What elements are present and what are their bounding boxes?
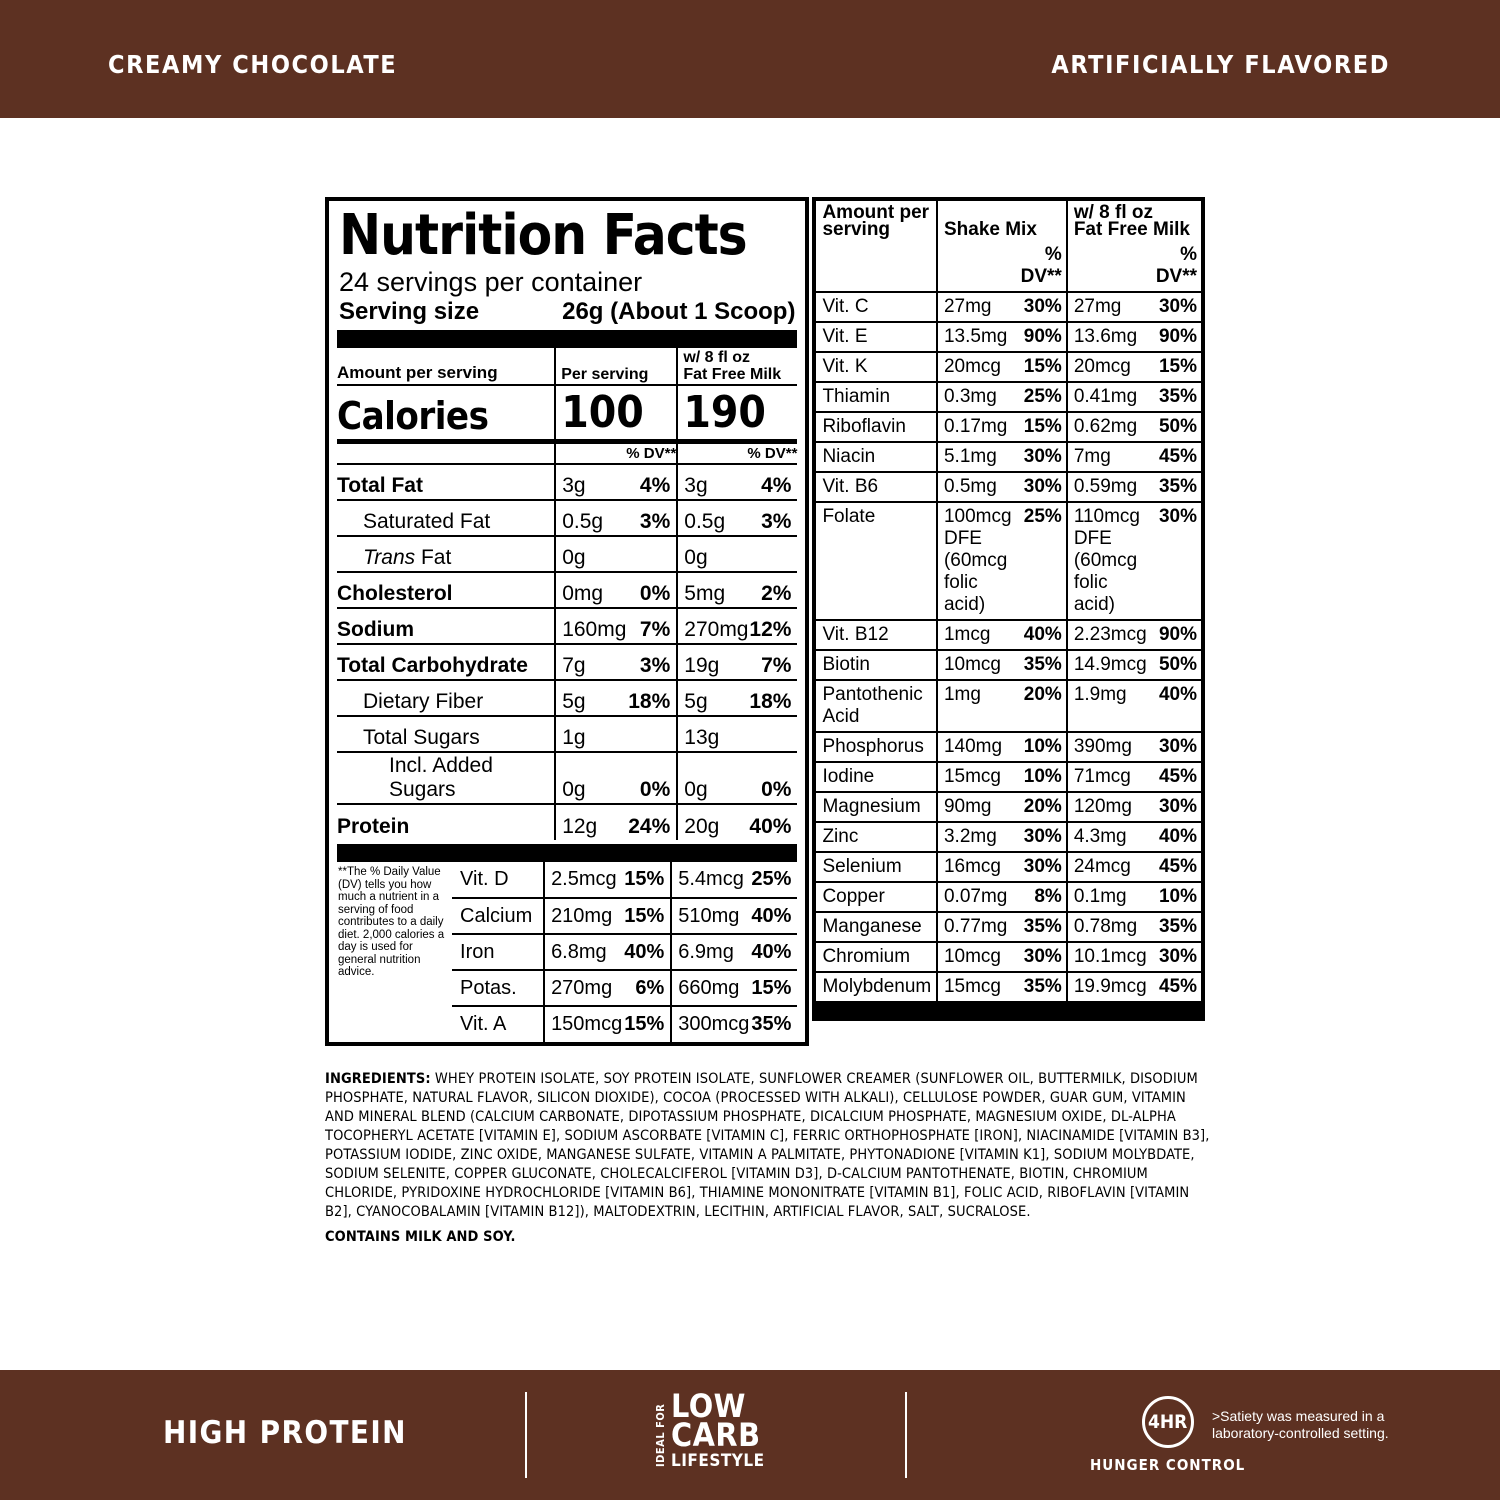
vitamin-amount-with-milk: 19.9mcg bbox=[1067, 972, 1152, 1001]
nutrient-dv-per-serving bbox=[627, 716, 677, 752]
nutrient-amount-with-milk: 270mg bbox=[677, 608, 749, 644]
lifestyle-label: LIFESTYLE bbox=[671, 1451, 765, 1471]
nutrient-dv-per-serving: 0% bbox=[627, 572, 677, 608]
nutrient-amount-with-milk: 20g bbox=[677, 804, 749, 840]
shake-mix-header: Shake Mix bbox=[943, 219, 1037, 240]
vitamin-mineral-name: Vit. K bbox=[816, 352, 937, 382]
dv-header-row bbox=[337, 442, 797, 464]
vitamin-dv-with-milk: 35% bbox=[1151, 472, 1201, 502]
lower-vitamin-row bbox=[337, 862, 797, 898]
satiety-footnote: >Satiety was measured in a laboratory-controlled setting. bbox=[1212, 1408, 1389, 1441]
right-with-milk-line1: w/ 8 fl oz bbox=[1073, 202, 1153, 223]
vitamin-amount-shake-mix: 20mcg bbox=[937, 352, 1016, 382]
low-carb-badge bbox=[654, 1387, 765, 1478]
vitamin-amount-with-milk: 0.62mg bbox=[1067, 412, 1152, 442]
vitamin-dv-shake-mix: 30% bbox=[1016, 852, 1066, 882]
lower-vitamin-dv-per-serving: 40% bbox=[623, 934, 671, 970]
nutrient-dv-with-milk: 2% bbox=[749, 572, 797, 608]
vitamin-amount-shake-mix: 10mcg bbox=[937, 942, 1016, 972]
contains-statement: CONTAINS MILK AND SOY. bbox=[325, 1229, 516, 1245]
vitamin-mineral-row bbox=[816, 352, 1201, 382]
artificially-flavored-label: ARTIFICIALLY FLAVORED bbox=[1051, 50, 1390, 79]
vitamin-amount-with-milk: 390mg bbox=[1067, 732, 1152, 762]
ideal-for-label: IDEAL FOR bbox=[654, 1403, 667, 1467]
lower-vitamin-name: Calcium bbox=[452, 898, 544, 934]
nutrient-dv-with-milk bbox=[749, 536, 797, 572]
vitamin-dv-shake-mix: 40% bbox=[1016, 620, 1066, 650]
nutrient-amount-with-milk: 0.5g bbox=[677, 500, 749, 536]
vitamin-amount-shake-mix: 3.2mg bbox=[937, 822, 1016, 852]
vitamin-mineral-row bbox=[816, 502, 1201, 620]
nutrient-amount-with-milk: 5g bbox=[677, 680, 749, 716]
vitamin-dv-with-milk: 90% bbox=[1151, 322, 1201, 352]
vitamin-mineral-name: Thiamin bbox=[816, 382, 937, 412]
nutrient-dv-with-milk: 0% bbox=[749, 752, 797, 804]
nutrient-dv-with-milk: 4% bbox=[749, 464, 797, 500]
nutrient-dv-with-milk: 12% bbox=[749, 608, 797, 644]
right-bottom-bar bbox=[816, 1001, 1201, 1017]
nutrient-name: Incl. Added Sugars bbox=[337, 752, 555, 804]
vitamin-amount-shake-mix: 0.3mg bbox=[937, 382, 1016, 412]
lower-vitamin-amount-with-milk: 510mg bbox=[671, 898, 750, 934]
nutrient-row bbox=[337, 752, 797, 804]
nutrient-name: Total Fat bbox=[337, 464, 555, 500]
lower-vitamin-dv-per-serving: 15% bbox=[623, 1006, 671, 1042]
vitamin-dv-with-milk: 30% bbox=[1151, 942, 1201, 972]
lower-vitamin-amount-per-serving: 210mg bbox=[544, 898, 623, 934]
vitamin-amount-with-milk: 1.9mg bbox=[1067, 680, 1152, 732]
vitamin-dv-shake-mix: 20% bbox=[1016, 680, 1066, 732]
vitamin-amount-with-milk: 4.3mg bbox=[1067, 822, 1152, 852]
vitamin-mineral-row bbox=[816, 382, 1201, 412]
vitamin-amount-with-milk: 10.1mcg bbox=[1067, 942, 1152, 972]
right-dv-header-2: % DV** bbox=[1155, 244, 1197, 287]
vitamin-amount-with-milk: 0.59mg bbox=[1067, 472, 1152, 502]
vitamin-mineral-row bbox=[816, 972, 1201, 1001]
vitamin-dv-with-milk: 30% bbox=[1151, 732, 1201, 762]
nutrient-dv-per-serving: 24% bbox=[627, 804, 677, 840]
vitamin-mineral-row bbox=[816, 882, 1201, 912]
lower-vitamin-amount-with-milk: 660mg bbox=[671, 970, 750, 1006]
vitamin-mineral-name: Riboflavin bbox=[816, 412, 937, 442]
nutrient-amount-per-serving: 0mg bbox=[555, 572, 627, 608]
ingredients-text: WHEY PROTEIN ISOLATE, SOY PROTEIN ISOLATE, SUNFLOWER CREAMER (SUNFLOWER OIL, BUTTERMILK, DISODIUM PHOSPHATE, NATURAL FLAVOR, SILICON DIOXIDE), COCOA (PROCESSED WITH ALKALI), CELLULOSE POWDER, GUAR GUM, VITAMIN AND MINERAL BLEND (CALCIUM CARBONATE, DIPOTASSIUM PHOSPHATE, DICALCIUM PHOSPHATE, MAGNESIUM OXIDE, DL-ALPHA TOCOPHERYL ACETATE [VITAMIN E], SODIUM ASCORBATE [VITAMIN C], FERRIC ORTHOPHOSPHATE [IRON], NIACINAMIDE [VITAMIN B3], POTASSIUM IODIDE, ZINC OXIDE, MANGANESE SULFATE, VITAMIN A PALMITATE, PHYTONADIONE [VITAMIN K1], SODIUM MOLYBDATE, SODIUM SELENITE, COPPER GLUCONATE, CHOLECALCIFEROL [VITAMIN D3], D-CALCIUM PANTOTHENATE, BIOTIN, CHROMIUM CHLORIDE, PYRIDOXINE HYDROCHLORIDE [VITAMIN B6], THIAMINE MONONITRATE [VITAMIN B1], FOLIC ACID, RIBOFLAVIN [VITAMIN B2], CYANOCOBALAMIN [VITAMIN B12]), MALTODEXTRIN, LECITHIN, ARTIFICIAL FLAVOR, SALT, SUCRALOSE. bbox=[325, 1071, 1210, 1220]
nutrient-dv-with-milk: 40% bbox=[749, 804, 797, 840]
ingredients-block bbox=[325, 1070, 1215, 1247]
nutrient-dv-per-serving: 18% bbox=[627, 680, 677, 716]
lower-vitamin-dv-with-milk: 15% bbox=[750, 970, 797, 1006]
lower-vitamin-name: Iron bbox=[452, 934, 544, 970]
vitamin-amount-shake-mix: 15mcg bbox=[937, 762, 1016, 792]
lower-vitamin-dv-with-milk: 40% bbox=[750, 898, 797, 934]
vitamin-mineral-name: Pantothenic Acid bbox=[816, 680, 937, 732]
bottom-banner bbox=[0, 1370, 1500, 1500]
vitamin-mineral-row bbox=[816, 732, 1201, 762]
vitamin-mineral-row bbox=[816, 322, 1201, 352]
nutrient-amount-with-milk: 0g bbox=[677, 752, 749, 804]
vitamin-mineral-row bbox=[816, 852, 1201, 882]
vitamin-amount-with-milk: 0.78mg bbox=[1067, 912, 1152, 942]
vitamin-dv-shake-mix: 30% bbox=[1016, 442, 1066, 472]
lower-vitamin-name: Potas. bbox=[452, 970, 544, 1006]
vitamin-dv-with-milk: 10% bbox=[1151, 882, 1201, 912]
calories-label: Calories bbox=[337, 394, 489, 438]
vitamin-mineral-row bbox=[816, 822, 1201, 852]
vitamin-mineral-name: Niacin bbox=[816, 442, 937, 472]
vitamin-amount-shake-mix: 10mcg bbox=[937, 650, 1016, 680]
carb-label: CARB bbox=[671, 1416, 761, 1454]
vitamin-amount-with-milk: 110mcg DFE (60mcg folic acid) bbox=[1067, 502, 1152, 620]
right-dv-header-1: % DV** bbox=[1020, 244, 1062, 287]
nutrient-dv-per-serving: 4% bbox=[627, 464, 677, 500]
per-serving-header: Per serving bbox=[561, 366, 649, 383]
vitamin-mineral-name: Vit. B12 bbox=[816, 620, 937, 650]
vitamin-dv-with-milk: 40% bbox=[1151, 822, 1201, 852]
vitamin-amount-shake-mix: 5.1mg bbox=[937, 442, 1016, 472]
amount-per-serving-label: Amount per serving bbox=[337, 363, 498, 382]
vitamin-mineral-row bbox=[816, 472, 1201, 502]
vitamin-amount-with-milk: 24mcg bbox=[1067, 852, 1152, 882]
nutrient-dv-with-milk: 7% bbox=[749, 644, 797, 680]
vitamin-amount-with-milk: 7mg bbox=[1067, 442, 1152, 472]
vitamin-mineral-name: Manganese bbox=[816, 912, 937, 942]
servings-per-container: 24 servings per container bbox=[339, 267, 643, 297]
serving-size-row bbox=[339, 298, 795, 326]
nutrient-row bbox=[337, 644, 797, 680]
nutrient-dv-per-serving: 7% bbox=[627, 608, 677, 644]
vitamin-dv-shake-mix: 10% bbox=[1016, 762, 1066, 792]
vitamin-dv-shake-mix: 15% bbox=[1016, 352, 1066, 382]
nutrient-dv-with-milk: 3% bbox=[749, 500, 797, 536]
nutrient-dv-with-milk bbox=[749, 716, 797, 752]
nutrient-amount-per-serving: 0g bbox=[555, 752, 627, 804]
vitamin-mineral-name: Iodine bbox=[816, 762, 937, 792]
lower-vitamin-amount-per-serving: 150mcg bbox=[544, 1006, 623, 1042]
nutrient-name: Total Sugars bbox=[337, 716, 555, 752]
vitamin-mineral-row bbox=[816, 680, 1201, 732]
nutrient-name: Sodium bbox=[337, 608, 555, 644]
lower-vitamin-amount-with-milk: 300mcg bbox=[671, 1006, 750, 1042]
dv-header-1: % DV** bbox=[626, 445, 677, 462]
vitamin-mineral-row bbox=[816, 650, 1201, 680]
lower-vitamin-table bbox=[337, 862, 797, 1042]
vitamin-dv-with-milk: 30% bbox=[1151, 292, 1201, 322]
lower-vitamin-dv-with-milk: 25% bbox=[751, 868, 792, 890]
right-amount-label-line1: Amount per bbox=[822, 202, 930, 223]
serving-size-label: Serving size bbox=[339, 298, 480, 325]
vitamin-mineral-name: Molybdenum bbox=[816, 972, 937, 1001]
lower-vitamin-dv-with-milk: 40% bbox=[750, 934, 797, 970]
nutrient-row bbox=[337, 500, 797, 536]
vitamin-amount-with-milk: 14.9mcg bbox=[1067, 650, 1152, 680]
daily-value-footnote: **The % Daily Value (DV) tells you how much a nutrient in a serving of food contributes to a daily diet. 2,000 calories a day is used for general nutrition advice. bbox=[338, 866, 445, 978]
divider-2 bbox=[905, 1392, 907, 1478]
nutrient-amount-with-milk: 19g bbox=[677, 644, 749, 680]
nutrition-right-box bbox=[812, 197, 1205, 1021]
nutrient-dv-per-serving bbox=[627, 536, 677, 572]
vitamin-mineral-row bbox=[816, 292, 1201, 322]
nutrient-name: Saturated Fat bbox=[337, 500, 555, 536]
vitamin-amount-with-milk: 0.1mg bbox=[1067, 882, 1152, 912]
vitamin-dv-shake-mix: 15% bbox=[1016, 412, 1066, 442]
nutrient-row bbox=[337, 804, 797, 840]
lower-vitamin-dv-per-serving: 15% bbox=[624, 868, 665, 890]
nutrient-amount-per-serving: 3g bbox=[555, 464, 627, 500]
vitamin-mineral-row bbox=[816, 442, 1201, 472]
lower-vitamin-amount-per-serving: 2.5mcg bbox=[544, 862, 623, 898]
nutrient-rows bbox=[337, 463, 797, 840]
vitamin-mineral-row bbox=[816, 792, 1201, 822]
vitamin-dv-with-milk: 90% bbox=[1151, 620, 1201, 650]
nutrient-amount-with-milk: 0g bbox=[677, 536, 749, 572]
vitamin-amount-with-milk: 2.23mcg bbox=[1067, 620, 1152, 650]
nutrient-row bbox=[337, 464, 797, 500]
vitamin-mineral-name: Chromium bbox=[816, 942, 937, 972]
nutrient-amount-per-serving: 12g bbox=[555, 804, 627, 840]
vitamin-dv-shake-mix: 35% bbox=[1016, 912, 1066, 942]
vitamin-amount-shake-mix: 0.07mg bbox=[937, 882, 1016, 912]
nutrient-amount-with-milk: 5mg bbox=[677, 572, 749, 608]
vitamin-dv-shake-mix: 10% bbox=[1016, 732, 1066, 762]
vitamin-mineral-name: Biotin bbox=[816, 650, 937, 680]
nutrient-name: Total Carbohydrate bbox=[337, 644, 555, 680]
vitamin-dv-with-milk: 40% bbox=[1151, 680, 1201, 732]
nutrient-dv-per-serving: 3% bbox=[627, 500, 677, 536]
vitamin-mineral-name: Vit. B6 bbox=[816, 472, 937, 502]
vitamin-dv-with-milk: 30% bbox=[1151, 502, 1201, 620]
nutrient-dv-per-serving: 0% bbox=[627, 752, 677, 804]
calories-with-milk-value: 190 bbox=[683, 387, 766, 438]
vitamin-dv-with-milk: 35% bbox=[1151, 382, 1201, 412]
vitamin-dv-with-milk: 45% bbox=[1151, 442, 1201, 472]
vitamin-mineral-name: Phosphorus bbox=[816, 732, 937, 762]
vitamin-amount-with-milk: 27mg bbox=[1067, 292, 1152, 322]
vitamin-mineral-name: Zinc bbox=[816, 822, 937, 852]
vitamin-mineral-name: Folate bbox=[816, 502, 937, 620]
with-milk-header-line1: w/ 8 fl oz bbox=[683, 349, 750, 366]
vitamin-dv-shake-mix: 30% bbox=[1016, 942, 1066, 972]
vitamin-dv-shake-mix: 30% bbox=[1016, 472, 1066, 502]
nutrient-amount-per-serving: 5g bbox=[555, 680, 627, 716]
vitamin-dv-shake-mix: 25% bbox=[1016, 382, 1066, 412]
vitamin-dv-shake-mix: 8% bbox=[1016, 882, 1066, 912]
nutrition-facts-panel bbox=[325, 197, 1205, 1046]
vitamin-dv-shake-mix: 35% bbox=[1016, 972, 1066, 1001]
vitamin-amount-shake-mix: 90mg bbox=[937, 792, 1016, 822]
nutrient-amount-with-milk: 3g bbox=[677, 464, 749, 500]
nutrient-amount-with-milk: 13g bbox=[677, 716, 749, 752]
high-protein-label: HIGH PROTEIN bbox=[163, 1415, 407, 1451]
vitamin-dv-shake-mix: 90% bbox=[1016, 322, 1066, 352]
vitamin-dv-with-milk: 45% bbox=[1151, 972, 1201, 1001]
vitamin-mineral-name: Selenium bbox=[816, 852, 937, 882]
lower-vitamin-dv-with-milk: 35% bbox=[750, 1006, 797, 1042]
thick-divider bbox=[337, 330, 797, 348]
divider-1 bbox=[525, 1392, 527, 1478]
flavor-label: CREAMY CHOCOLATE bbox=[108, 50, 398, 79]
right-dv-row bbox=[816, 241, 1201, 292]
vitamin-amount-shake-mix: 140mg bbox=[937, 732, 1016, 762]
vitamin-mineral-row bbox=[816, 912, 1201, 942]
vitamin-amount-with-milk: 120mg bbox=[1067, 792, 1152, 822]
vitamin-amount-shake-mix: 13.5mg bbox=[937, 322, 1016, 352]
vitamin-mineral-row bbox=[816, 412, 1201, 442]
vitamin-amount-shake-mix: 1mcg bbox=[937, 620, 1016, 650]
nutrient-amount-per-serving: 0.5g bbox=[555, 500, 627, 536]
vitamin-amount-shake-mix: 0.5mg bbox=[937, 472, 1016, 502]
vitamin-dv-with-milk: 50% bbox=[1151, 412, 1201, 442]
nutrient-dv-with-milk: 18% bbox=[749, 680, 797, 716]
serving-size-value: 26g (About 1 Scoop) bbox=[562, 298, 796, 325]
vitamin-amount-shake-mix: 100mcg DFE (60mcg folic acid) bbox=[937, 502, 1016, 620]
vitamin-amount-with-milk: 20mcg bbox=[1067, 352, 1152, 382]
lower-vitamin-name: Vit. A bbox=[452, 1006, 544, 1042]
vitamin-amount-shake-mix: 15mcg bbox=[937, 972, 1016, 1001]
vitamin-mineral-row bbox=[816, 620, 1201, 650]
vitamin-amount-shake-mix: 16mcg bbox=[937, 852, 1016, 882]
vitamin-dv-with-milk: 50% bbox=[1151, 650, 1201, 680]
calories-row bbox=[337, 385, 797, 442]
right-with-milk-line2: Fat Free Milk bbox=[1073, 219, 1190, 240]
vitamin-dv-shake-mix: 20% bbox=[1016, 792, 1066, 822]
vitamin-dv-shake-mix: 25% bbox=[1016, 502, 1066, 620]
ingredients-paragraph bbox=[325, 1070, 1215, 1222]
vitamin-mineral-name: Copper bbox=[816, 882, 937, 912]
lower-vitamin-dv-per-serving: 6% bbox=[623, 970, 671, 1006]
thick-divider-2 bbox=[337, 844, 797, 862]
nutrient-name: Dietary Fiber bbox=[337, 680, 555, 716]
vitamin-dv-shake-mix: 30% bbox=[1016, 822, 1066, 852]
clock-icon: 4HR bbox=[1142, 1396, 1194, 1448]
nutrient-row bbox=[337, 680, 797, 716]
top-banner bbox=[0, 0, 1500, 118]
vitamin-dv-shake-mix: 30% bbox=[1016, 292, 1066, 322]
vitamin-amount-with-milk: 0.41mg bbox=[1067, 382, 1152, 412]
page-title: Nutrition Facts bbox=[339, 203, 747, 268]
nutrient-row bbox=[337, 536, 797, 572]
nutrient-name: Protein bbox=[337, 804, 555, 840]
hunger-control-label: HUNGER CONTROL bbox=[1090, 1456, 1246, 1474]
nutrient-row bbox=[337, 608, 797, 644]
vitamin-amount-shake-mix: 1mg bbox=[937, 680, 1016, 732]
lower-vitamin-amount-per-serving: 6.8mg bbox=[544, 934, 623, 970]
vitamin-amount-shake-mix: 0.17mg bbox=[937, 412, 1016, 442]
vitamin-dv-with-milk: 35% bbox=[1151, 912, 1201, 942]
vitamin-mineral-name: Magnesium bbox=[816, 792, 937, 822]
column-header-row bbox=[337, 348, 797, 385]
vitamin-amount-shake-mix: 0.77mg bbox=[937, 912, 1016, 942]
nutrient-amount-per-serving: 0g bbox=[555, 536, 627, 572]
vitamin-dv-shake-mix: 35% bbox=[1016, 650, 1066, 680]
right-amount-label-line2: serving bbox=[822, 219, 891, 240]
right-header-row bbox=[816, 201, 1201, 241]
nutrient-name: Trans Fat bbox=[337, 536, 555, 572]
vitamin-amount-with-milk: 13.6mg bbox=[1067, 322, 1152, 352]
vitamin-dv-with-milk: 30% bbox=[1151, 792, 1201, 822]
nutrient-amount-per-serving: 7g bbox=[555, 644, 627, 680]
with-milk-header-line2: Fat Free Milk bbox=[683, 366, 782, 383]
nutrient-amount-per-serving: 160mg bbox=[555, 608, 627, 644]
main-nutrient-table bbox=[337, 348, 797, 463]
nutrient-row bbox=[337, 716, 797, 752]
nutrient-dv-per-serving: 3% bbox=[627, 644, 677, 680]
vitamin-dv-with-milk: 15% bbox=[1151, 352, 1201, 382]
vitamin-mineral-row bbox=[816, 762, 1201, 792]
vitamin-mineral-name: Vit. C bbox=[816, 292, 937, 322]
lower-vitamin-name: Vit. D bbox=[460, 868, 509, 890]
lower-vitamin-amount-with-milk: 6.9mg bbox=[671, 934, 750, 970]
calories-per-serving-value: 100 bbox=[561, 387, 644, 438]
low-label: LOW bbox=[671, 1387, 746, 1425]
lower-vitamin-dv-per-serving: 15% bbox=[623, 898, 671, 934]
nutrient-name: Cholesterol bbox=[337, 572, 555, 608]
vitamin-mineral-name: Vit. E bbox=[816, 322, 937, 352]
vitamin-mineral-table bbox=[816, 201, 1201, 1001]
vitamin-amount-shake-mix: 27mg bbox=[937, 292, 1016, 322]
nutrient-amount-per-serving: 1g bbox=[555, 716, 627, 752]
vitamin-dv-with-milk: 45% bbox=[1151, 852, 1201, 882]
vitamin-mineral-row bbox=[816, 942, 1201, 972]
vitamin-dv-with-milk: 45% bbox=[1151, 762, 1201, 792]
lower-vitamin-amount-with-milk: 5.4mcg bbox=[671, 862, 750, 898]
nutrient-row bbox=[337, 572, 797, 608]
ingredients-label: INGREDIENTS: bbox=[325, 1071, 431, 1087]
nutrition-left-box bbox=[325, 197, 809, 1046]
dv-header-2: % DV** bbox=[747, 445, 798, 462]
vitamin-amount-with-milk: 71mcg bbox=[1067, 762, 1152, 792]
lower-vitamin-amount-per-serving: 270mg bbox=[544, 970, 623, 1006]
